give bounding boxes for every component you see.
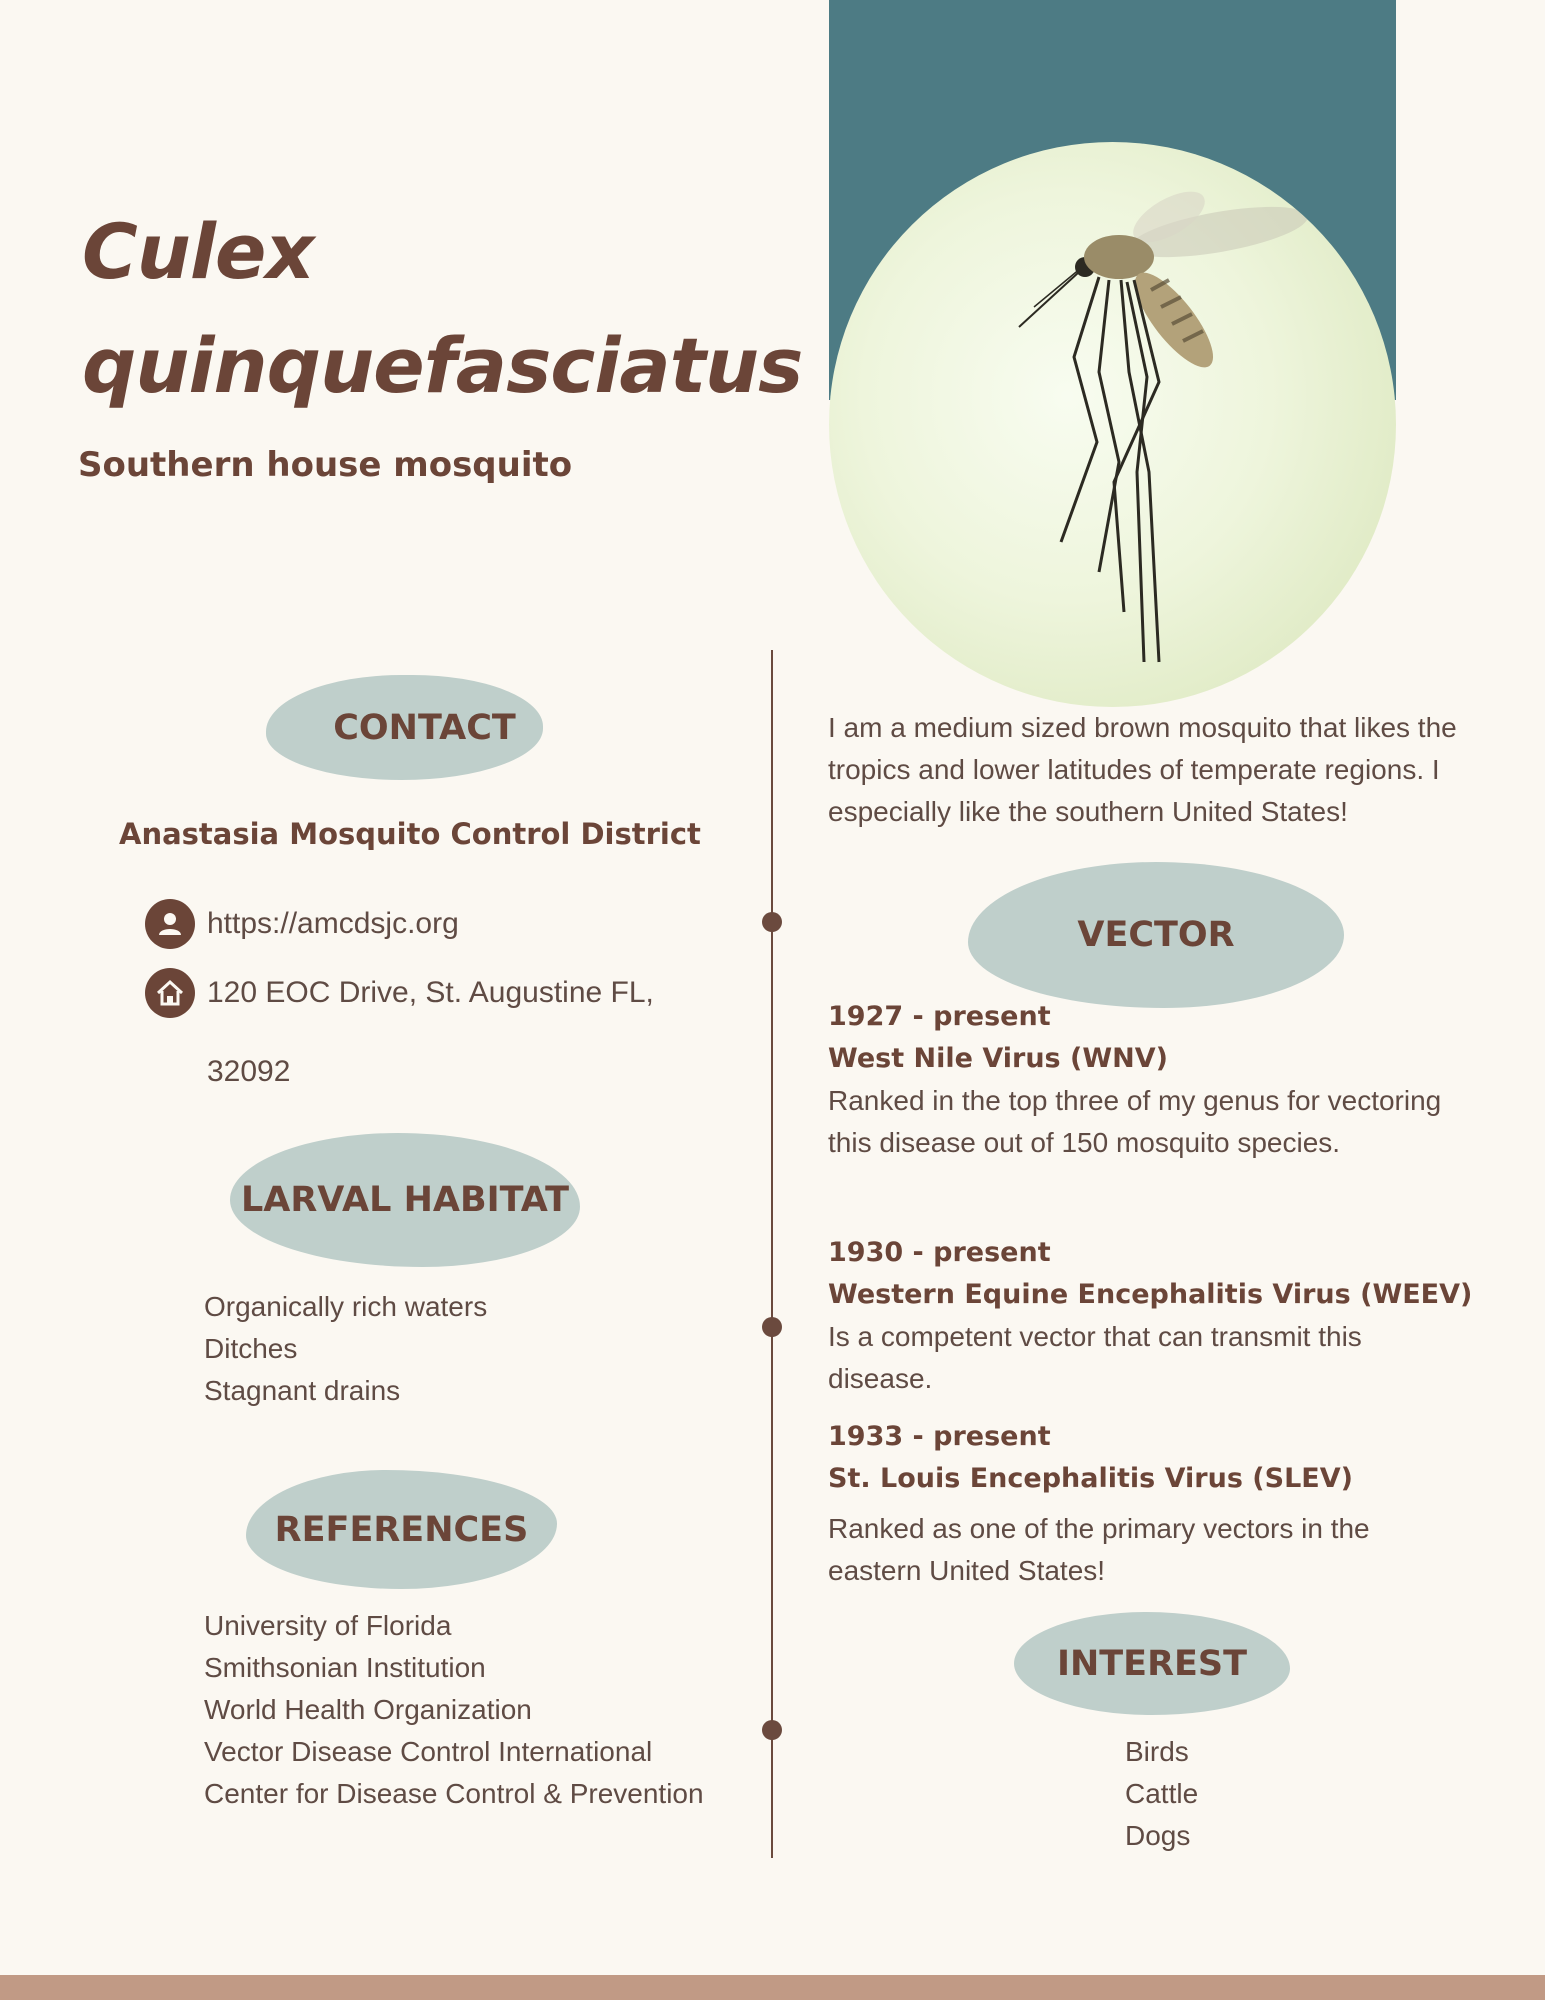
vector-years: 1933 - present bbox=[828, 1421, 1051, 1452]
references-heading: REFERENCES bbox=[246, 1470, 557, 1589]
references-list bbox=[204, 1605, 704, 1815]
vector-heading: VECTOR bbox=[968, 862, 1344, 1008]
mosquito-photo bbox=[829, 142, 1396, 707]
intro-paragraph: I am a medium sized brown mosquito that likes the tropics and lower latitudes of temperate regions. I especially like the southern United States! bbox=[828, 712, 1457, 827]
vector-years: 1927 - present bbox=[828, 1001, 1051, 1032]
address-line1: 120 EOC Drive, St. Augustine FL, bbox=[207, 976, 654, 1009]
species-title bbox=[82, 195, 802, 423]
vector-years: 1930 - present bbox=[828, 1237, 1051, 1268]
address-line2: 32092 bbox=[207, 1055, 291, 1088]
interest-heading: INTEREST bbox=[1014, 1612, 1290, 1715]
vector-disease: St. Louis Encephalitis Virus (SLEV) bbox=[828, 1463, 1353, 1494]
common-name: Southern house mosquito bbox=[78, 445, 573, 485]
list-item: Birds bbox=[1125, 1736, 1189, 1767]
timeline-dot bbox=[762, 1720, 782, 1740]
interest-list bbox=[1125, 1731, 1198, 1857]
contact-heading: CONTACT bbox=[266, 675, 543, 780]
vector-description: Ranked in the top three of my genus for vectoring this disease out of 150 mosquito species. bbox=[828, 1085, 1442, 1158]
species-title-line2: quinquefasciatus bbox=[82, 321, 803, 410]
species-title-line1: Culex bbox=[82, 207, 314, 296]
home-icon bbox=[145, 968, 195, 1018]
website-link[interactable]: https://amcdsjc.org bbox=[207, 907, 459, 940]
website-row[interactable] bbox=[145, 899, 459, 949]
user-icon bbox=[145, 899, 195, 949]
list-item: Organically rich waters bbox=[204, 1291, 488, 1322]
vector-entry bbox=[828, 996, 1468, 1164]
timeline-dot bbox=[762, 912, 782, 932]
list-item: Center for Disease Control & Prevention bbox=[204, 1778, 704, 1809]
vector-description: Is a competent vector that can transmit this disease. bbox=[828, 1321, 1362, 1394]
vector-entry bbox=[828, 1232, 1473, 1400]
list-item: University of Florida bbox=[204, 1610, 452, 1641]
list-item: Vector Disease Control International bbox=[204, 1736, 653, 1767]
list-item: Ditches bbox=[204, 1333, 298, 1364]
list-item: World Health Organization bbox=[204, 1694, 532, 1725]
list-item: Smithsonian Institution bbox=[204, 1652, 486, 1683]
list-item: Stagnant drains bbox=[204, 1375, 401, 1406]
vector-disease: Western Equine Encephalitis Virus (WEEV) bbox=[828, 1279, 1473, 1310]
larval-habitat-list bbox=[204, 1286, 487, 1412]
list-item: Dogs bbox=[1125, 1820, 1191, 1851]
vector-disease: West Nile Virus (WNV) bbox=[828, 1043, 1168, 1074]
organization-name: Anastasia Mosquito Control District bbox=[119, 817, 701, 851]
vector-description: Ranked as one of the primary vectors in the eastern United States! bbox=[828, 1513, 1370, 1586]
list-item: Cattle bbox=[1125, 1778, 1199, 1809]
timeline-dot bbox=[762, 1317, 782, 1337]
vector-entry bbox=[828, 1416, 1468, 1592]
address-row bbox=[145, 968, 654, 1018]
timeline-line bbox=[771, 650, 773, 1858]
footer-bar bbox=[0, 1975, 1545, 2000]
larval-habitat-heading: LARVAL HABITAT bbox=[230, 1133, 580, 1267]
